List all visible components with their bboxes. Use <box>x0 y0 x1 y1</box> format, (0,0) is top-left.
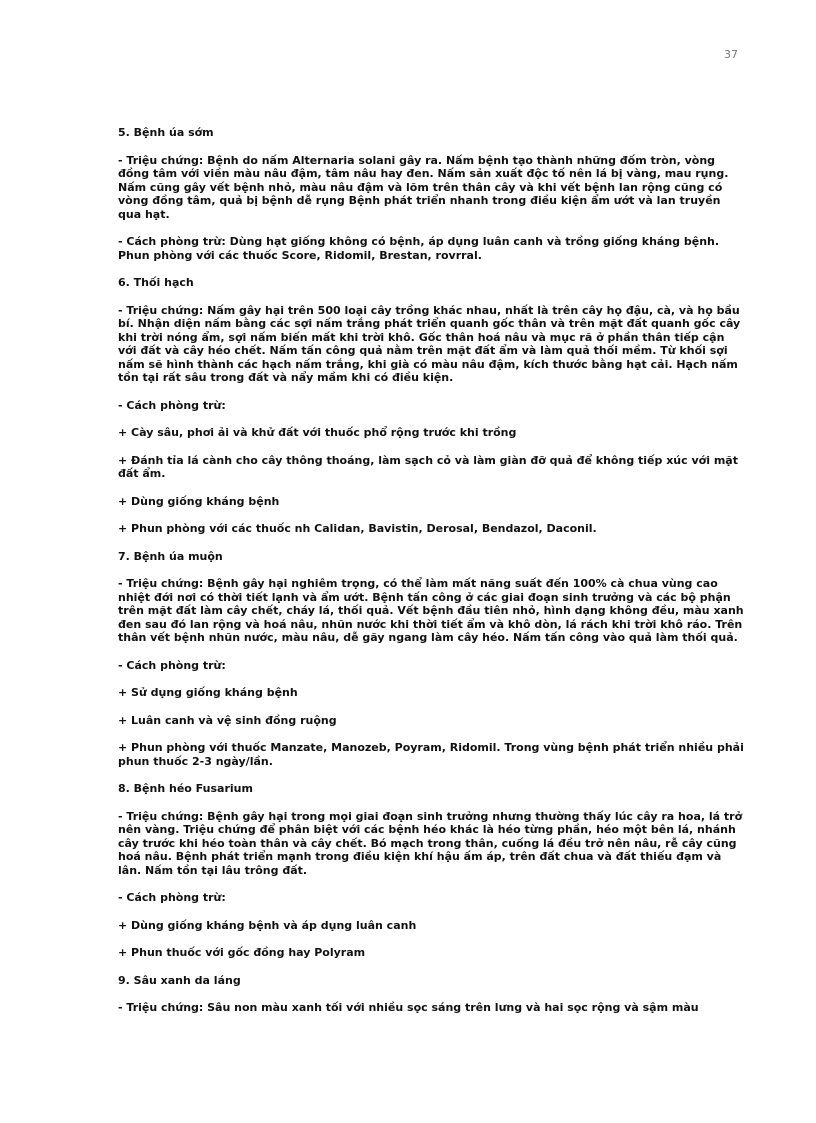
list-item: + Phun thuốc với gốc đồng hay Polyram <box>118 946 366 959</box>
list-item: + Phun phòng với các thuốc nh Calidan, Bavistin, Derosal, Bendazol, Daconil. <box>118 522 597 535</box>
paragraph: - Triệu chứng: Bệnh gây hại trong mọi giai đoạn sinh trưởng nhưng thường thấy lúc cây ra hoa, lá trở nên vàng. Triệu chứng để phân biệt với các bệnh héo khác là héo từng phần, héo một bên lá, nhánh cây trước khi héo toàn thân và cây chết. Bó mạch trong thân, cuống lá đều trở nên nâu, rễ cây cũng hoá nâu. Bệnh phát triển mạnh trong điều kiện khí hậu ấm áp, trên đất chua và đất thiếu đạm và lân. Nấm tồn tại lâu trông đất. <box>118 809 743 877</box>
list-item: + Sử dụng giống kháng bệnh <box>118 686 298 699</box>
paragraph: - Cách phòng trừ: <box>118 398 226 412</box>
section-heading: 8. Bệnh héo Fusarium <box>118 782 253 795</box>
paragraph: - Cách phòng trừ: Dùng hạt giống không có bệnh, áp dụng luân canh và trồng giống kháng bệnh. Phun phòng với các thuốc Score, Ridomil, Brestan, rovrral. <box>118 235 720 262</box>
section-heading: 7. Bệnh úa muộn <box>118 549 223 563</box>
paragraph: - Triệu chứng: Bệnh do nấm Alternaria solani gây ra. Nấm bệnh tạo thành những đốm tròn, vòng đồng tâm với viền màu nâu đậm, tâm nâu hay đen. Nấm sản xuất độc tố nên lá bị vàng, mau rụng. Nấm cũng gây vết bệnh nhỏ, màu nâu đậm và lõm trên thân cây và khi vết bệnh lan rộng cũng có vòng đồng tâm, quả bị bệnh dễ rụng Bệnh phát triển nhanh trong điều kiện ẩm ướt và lan truyền qua hạt. <box>118 153 729 221</box>
section-heading: 9. Sâu xanh da láng <box>118 973 241 987</box>
list-item: + Đánh tỉa lá cành cho cây thông thoáng, làm sạch cỏ và làm giàn đỡ quả để không tiếp xúc với mặt đất ẩm. <box>118 453 738 480</box>
section-heading: 6. Thối hạch <box>118 276 194 289</box>
list-item: + Dùng giống kháng bệnh và áp dụng luân canh <box>118 918 417 932</box>
paragraph: - Triệu chứng: Bệnh gây hại nghiêm trọng, có thể làm mất năng suất đến 100% cà chua vùng cao nhiệt đới nơi có thời tiết lạnh và ẩm ướt. Bệnh tấn công ở các giai đoạn sinh trưởng và các bộ phận trên mặt đất làm cây chết, cháy lá, thối quả. Vết bệnh đầu tiên nhỏ, hình dạng không đều, màu xanh đen sau đó lan rộng và hoá nâu, nhũn nước khi thời tiết ẩm và khô dòn, lá rách khi trời khô ráo. Trên thân vết bệnh nhũn nước, màu nâu, dễ gãy ngang làm cây héo. Nấm tấn công vào quả làm thối quả. <box>118 577 744 644</box>
list-item: + Luân canh và vệ sinh đồng ruộng <box>118 713 337 727</box>
paragraph: - Triệu chứng: Sâu non màu xanh tối với nhiều sọc sáng trên lưng và hai sọc rộng và sậm màu <box>118 1001 699 1014</box>
document-body <box>118 126 746 1029</box>
page-number: 37 <box>724 48 738 61</box>
paragraph: - Cách phòng trừ: <box>118 891 226 904</box>
paragraph: - Triệu chứng: Nấm gây hại trên 500 loại cây trồng khác nhau, nhất là trên cây họ đậu, cà, và họ bầu bí. Nhận diện nấm bằng các sợi nấm trắng phát triển quanh gốc thân và trên mặt đất quanh gốc cây khi trời nóng ẩm, sợi nấm biến mất khi trời khô. Gốc thân hoá nâu và mục rã ở phần thân tiếp cận với đất và cây héo chết. Nấm tấn công quả nằm trên mặt đất ẩm và làm quả thối mềm. Từ khối sợi nấm sẽ hình thành các hạch nấm trắng, khi già có màu nâu đậm, kích thước bằng hạt cải. Hạch nấm tồn tại rất sâu trong đất và nẩy mầm khi có điều kiện. <box>118 303 741 384</box>
list-item: + Dùng giống kháng bệnh <box>118 494 280 508</box>
list-item: + Phun phòng với thuốc Manzate, Manozeb, Poyram, Ridomil. Trong vùng bệnh phát triển nhiều phải phun thuốc 2-3 ngày/lần. <box>118 741 744 768</box>
list-item: + Cày sâu, phơi ải và khử đất với thuốc phổ rộng trước khi trồng <box>118 426 517 439</box>
section-heading: 5. Bệnh úa sớm <box>118 126 214 139</box>
paragraph: - Cách phòng trừ: <box>118 658 226 672</box>
